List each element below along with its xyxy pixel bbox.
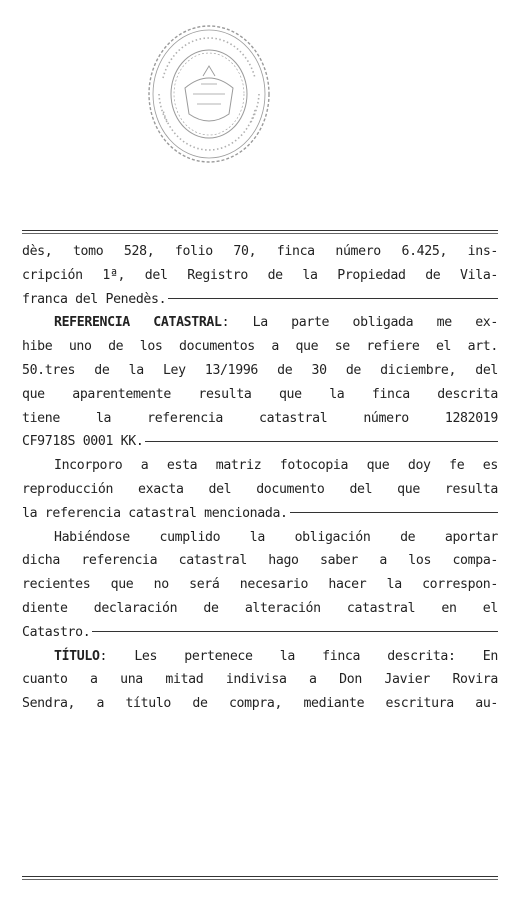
- paragraph-4-line-3: recientes que no será necesario hacer la correspon-: [22, 577, 498, 593]
- fill-dash-line: [290, 512, 498, 513]
- fill-dash-line: [92, 631, 498, 632]
- paragraph-2-line-2: hibe uno de los documentos a que se refiere el art.: [22, 339, 498, 355]
- paragraph-2-line-3: 50.tres de la Ley 13/1996 de 30 de diciembre, del: [22, 362, 498, 378]
- notary-seal-stamp: [145, 18, 273, 168]
- paragraph-2-line-5: tiene la referencia catastral número 1282019: [22, 410, 498, 426]
- referencia-catastral-heading: REFERENCIA CATASTRAL: [54, 315, 222, 331]
- paragraph-4-line-5: Catastro.: [22, 621, 498, 645]
- titulo-heading: TÍTULO: [54, 648, 100, 664]
- paragraph-4-line-1: Habiéndose cumplido la obligación de aportar: [54, 529, 498, 545]
- top-page-rule: [22, 230, 498, 231]
- paragraph-1-line-1: dès, tomo 528, folio 70, finca número 6.425, ins-: [22, 244, 498, 259]
- fill-dash-line: [145, 441, 498, 442]
- bottom-page-rule: [22, 876, 498, 877]
- paragraph-1-line-2: cripción 1ª, del Registro de la Propiedad de Vila-: [22, 267, 498, 283]
- paragraph-3-line-3: la referencia catastral mencionada.: [22, 502, 498, 526]
- paragraph-3-line-1: Incorporo a esta matriz fotocopia que doy fe es: [54, 458, 498, 474]
- paragraph-3-line-2: reproducción exacta del documento del que resulta: [22, 481, 498, 497]
- paragraph-5-line-3: Sendra, a título de compra, mediante escritura au-: [22, 696, 498, 712]
- document-body: [22, 240, 498, 716]
- paragraph-4-line-2: dicha referencia catastral hago saber a los compa-: [22, 553, 498, 569]
- paragraph-1-line-3: franca del Penedès.: [22, 288, 498, 312]
- paragraph-5-line-2: cuanto a una mitad indivisa a Don Javier Rovira: [22, 672, 498, 688]
- fill-dash-line: [168, 298, 498, 299]
- paragraph-4-line-4: diente declaración de alteración catastral en el: [22, 600, 498, 616]
- paragraph-2-line-4: que aparentemente resulta que la finca descrita: [22, 386, 498, 402]
- paragraph-2-line-1: REFERENCIA CATASTRAL: La parte obligada me ex-: [54, 315, 498, 331]
- paragraph-2-line-6: CF9718S 0001 KK.: [22, 430, 498, 454]
- paragraph-5-line-1: TÍTULO: Les pertenece la finca descrita: En: [54, 648, 498, 664]
